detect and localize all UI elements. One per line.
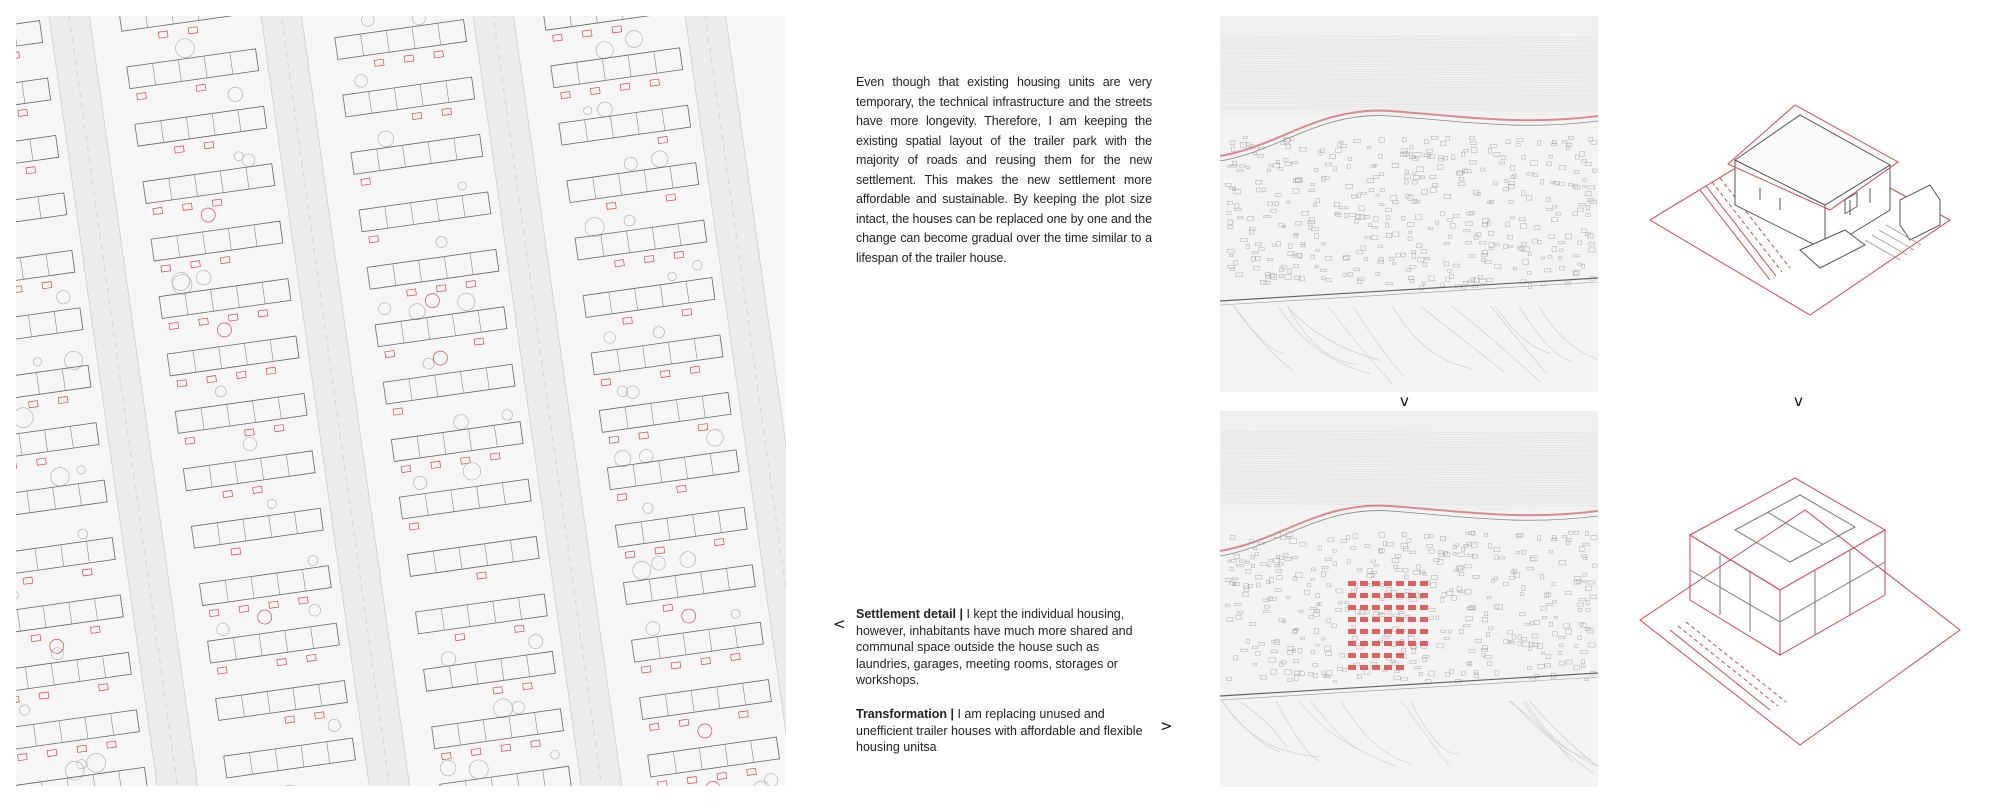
new-map-drawing bbox=[1220, 411, 1598, 787]
transformation-heading: Transformation | bbox=[856, 707, 954, 721]
trailer-house-drawing bbox=[1640, 80, 1960, 330]
existing-settlement-map bbox=[1220, 16, 1598, 392]
arrow-left-icon: < bbox=[833, 615, 846, 633]
new-settlement-map bbox=[1220, 411, 1598, 787]
site-plan-drawing bbox=[16, 16, 786, 786]
settlement-site-plan bbox=[16, 16, 786, 786]
existing-map-drawing bbox=[1220, 16, 1598, 392]
new-house-drawing bbox=[1630, 470, 1970, 760]
arrow-down-axon-icon: v bbox=[1794, 392, 1803, 410]
new-house-axonometric bbox=[1630, 470, 1970, 760]
arrow-right-icon: > bbox=[1160, 717, 1173, 735]
transformation-caption bbox=[856, 706, 1156, 756]
settlement-detail-body: I kept the individual housing, however, inhabitants have much more shared and communal space outside the house such as laundries, garages, meeting rooms, storages or workshops. bbox=[856, 607, 1133, 687]
new-plot-outline bbox=[1640, 510, 1960, 745]
settlement-detail-caption bbox=[856, 606, 1146, 689]
arrow-down-map-icon: v bbox=[1400, 392, 1409, 410]
trailer-house-axonometric bbox=[1640, 80, 1960, 330]
settlement-detail-heading: Settlement detail | bbox=[856, 607, 963, 621]
transformation-body: I am replacing unused and unefficient trailer houses with affordable and flexible housing unitsa bbox=[856, 707, 1143, 754]
intro-paragraph: Even though that existing housing units are very temporary, the technical infrastructure and the streets have more longevity. Therefore, I am keeping the existing spatial layout of the trailer park with the majority of roads and reusing them for the new settlement. This makes the new settlement more affordable and sustainable. By keeping the plot size intact, the houses can be replaced one by one and the change can become gradual over the time similar to a lifespan of the trailer house. bbox=[856, 75, 1152, 265]
